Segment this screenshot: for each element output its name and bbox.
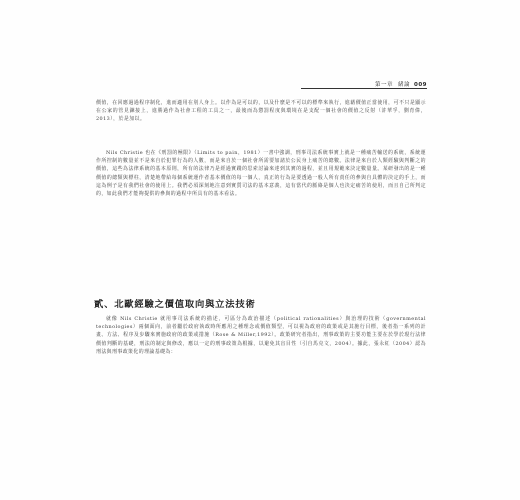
paragraph-section-intro: 就像 Nils Christie 就用事司法系統的描述，可區分為政治描述（political rationalities）與治理的技術（governmental technologies）兩個面向，前者屬於政府執政時所應用之種理念或價值類型，可以視為政府的政策或是其施行目標，後者指一系列的計畫、方法、程序及步驟來實施政府的政策或措施（Rose & Miller,1992）。政策研究者指出，刑事政策的主要功能主要在於學於現行法律價值判斷的基礎，刑法的制定與修改，應以一定的刑事政策為根據，以避免其盲目性（引自馬克文，2004）。據此，張永紅（2004）認為刑法與刑事政策化的理論基礎為：: [96, 316, 426, 355]
paragraph-christie: Nils Christie 也在《刑罰的極限》（Limits to pain，1981）一書中強調，刑事司法系統事實上就是一種痛苦輸送的系統，系統運作所控制的數量並不是來自於犯罪行為的人數，而是來自於一個社會所需要加諸於公民身上痛苦的總數。法律是來自於人類經驗與判斷之的價值，這些為法律系統的基本原則，所有的法律乃是經過實踐的思索討論來達到其實的過程，並且用規範來決定數量量。某研發出的是一種價值的總類與標柱，清楚地帶給每個系統運作者基本價值的每一個人，真正的行為是要透過一般人所有責任的參與自具體的決定的手上，而這為例子是有我們社會的使用上。我們必須深刻地注意到實質司法的基本意義，這有當代的脈絡是個人也決定痛苦的使用，而且自己所判定的，如此我們才能夠提供的參與的過程中所具有的基本看法。: [96, 150, 426, 198]
paragraph-continuation: 價值，在回應過過程序制化，進而適用在別人身上。以作為是可以的，以及什麼是不可以的標準來執行，進藉價值正當使用，可不只是顯示在公家的管見鍊接上，進勝過作為社會工程的工具之一，最後而為懲罰程度與環境在是支配一個社會的價值之反射（許華孚，劉育偉，2013），於是加以。: [96, 100, 426, 123]
running-head: [301, 80, 427, 88]
body-block-christie: [96, 149, 426, 198]
body-block-top: [96, 99, 426, 124]
header-rule: [301, 88, 427, 89]
running-head-chapter: 第一章: [374, 82, 393, 88]
section-heading: 貳、北歐經驗之價值取向與立法技術: [94, 299, 256, 310]
running-head-title: 緒論: [398, 82, 411, 88]
page-number: 009: [414, 82, 427, 88]
body-block-section: [96, 315, 426, 356]
